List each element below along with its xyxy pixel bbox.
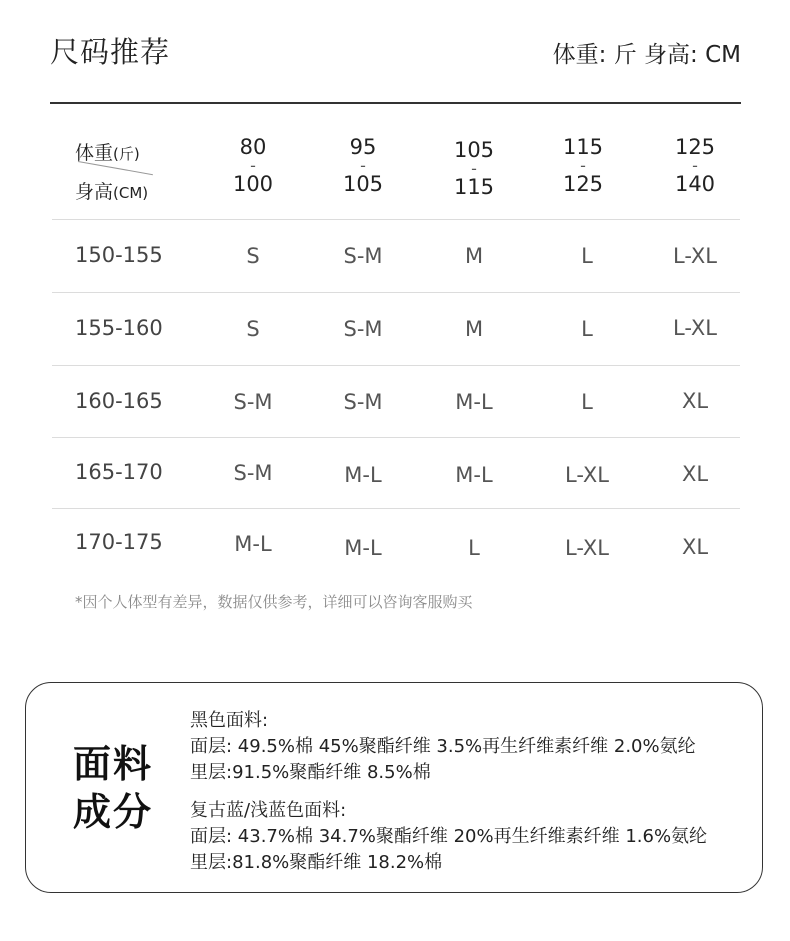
row-divider bbox=[52, 508, 740, 509]
weight-range-to: 100 bbox=[232, 172, 274, 196]
column-header-weight-3 bbox=[434, 140, 514, 198]
fabric-line: 黑色面料: bbox=[190, 710, 269, 731]
corner-height-label: 身高 bbox=[75, 181, 114, 203]
size-cell: L-XL bbox=[565, 536, 609, 560]
units-label: 体重: 斤 身高: CM bbox=[552, 42, 741, 68]
row-height-label: 160-165 bbox=[75, 389, 163, 413]
size-cell: S-M bbox=[343, 390, 383, 414]
range-dash: - bbox=[580, 156, 586, 175]
size-cell: L-XL bbox=[565, 463, 609, 487]
row-height-label: 170-175 bbox=[75, 530, 163, 554]
size-cell: L-XL bbox=[673, 244, 717, 268]
size-cell: L bbox=[581, 390, 593, 414]
size-cell: L bbox=[468, 536, 480, 560]
fabric-line: 面层: 43.7%棉 34.7%聚酯纤维 20%再生纤维素纤维 1.6%氨纶 bbox=[190, 826, 708, 847]
size-cell: M bbox=[464, 244, 484, 268]
size-cell: S-M bbox=[343, 317, 383, 341]
weight-range-to: 140 bbox=[674, 172, 716, 196]
row-divider bbox=[52, 437, 740, 438]
size-cell: M-L bbox=[455, 463, 493, 487]
row-divider bbox=[52, 292, 740, 293]
fabric-line: 复古蓝/浅蓝色面料: bbox=[190, 800, 347, 821]
size-cell: S-M bbox=[233, 390, 273, 414]
size-cell: M-L bbox=[344, 463, 382, 487]
corner-height-unit: (CM) bbox=[113, 184, 149, 202]
fabric-line: 里层:91.5%聚酯纤维 8.5%棉 bbox=[190, 762, 431, 783]
weight-range-to: 105 bbox=[342, 172, 384, 196]
size-cell: M-L bbox=[455, 390, 493, 414]
page-title: 尺码推荐 bbox=[50, 35, 171, 69]
weight-range-from: 125 bbox=[674, 135, 716, 159]
size-cell: M-L bbox=[344, 536, 382, 560]
weight-range-to: 125 bbox=[562, 172, 604, 196]
size-cell: L bbox=[581, 317, 593, 341]
corner-weight-unit: (斤) bbox=[113, 145, 140, 163]
corner-weight-label: 体重 bbox=[75, 142, 114, 164]
header-divider bbox=[50, 102, 741, 104]
row-divider bbox=[52, 219, 740, 220]
range-dash: - bbox=[250, 156, 256, 175]
size-cell: S-M bbox=[233, 461, 273, 485]
row-height-label: 165-170 bbox=[75, 460, 163, 484]
range-dash: - bbox=[471, 159, 477, 178]
fabric-heading-line1: 面料 bbox=[73, 742, 154, 786]
size-cell: M-L bbox=[234, 532, 272, 556]
weight-range-from: 105 bbox=[453, 138, 495, 162]
row-height-label: 155-160 bbox=[75, 316, 163, 340]
range-dash: - bbox=[692, 156, 698, 175]
range-dash: - bbox=[360, 156, 366, 175]
size-cell: XL bbox=[681, 535, 709, 559]
disclaimer-note: *因个人体型有差异，数据仅供参考，详细可以咨询客服购买 bbox=[75, 593, 473, 611]
size-cell: L bbox=[581, 244, 593, 268]
size-cell: XL bbox=[681, 389, 709, 413]
weight-range-from: 80 bbox=[239, 135, 267, 159]
size-cell: M bbox=[464, 317, 484, 341]
weight-range-from: 115 bbox=[562, 135, 604, 159]
column-header-weight-5 bbox=[655, 137, 735, 195]
size-cell: S-M bbox=[343, 244, 383, 268]
column-header-weight-4 bbox=[543, 137, 623, 195]
weight-range-to: 115 bbox=[453, 175, 495, 199]
column-header-weight-2 bbox=[323, 137, 403, 195]
corner-weight-header bbox=[75, 138, 140, 165]
column-header-weight-1 bbox=[213, 137, 293, 195]
fabric-line: 面层: 49.5%棉 45%聚酯纤维 3.5%再生纤维素纤维 2.0%氨纶 bbox=[190, 736, 696, 757]
size-cell: S bbox=[246, 244, 260, 268]
row-divider bbox=[52, 365, 740, 366]
weight-range-from: 95 bbox=[349, 135, 377, 159]
size-cell: S bbox=[246, 317, 260, 341]
size-cell: L-XL bbox=[673, 316, 717, 340]
size-cell: XL bbox=[681, 462, 709, 486]
row-height-label: 150-155 bbox=[75, 243, 163, 267]
fabric-heading-line2: 成分 bbox=[73, 790, 154, 834]
corner-height-header bbox=[75, 177, 148, 204]
fabric-heading bbox=[73, 740, 153, 836]
fabric-line: 里层:81.8%聚酯纤维 18.2%棉 bbox=[190, 852, 443, 873]
